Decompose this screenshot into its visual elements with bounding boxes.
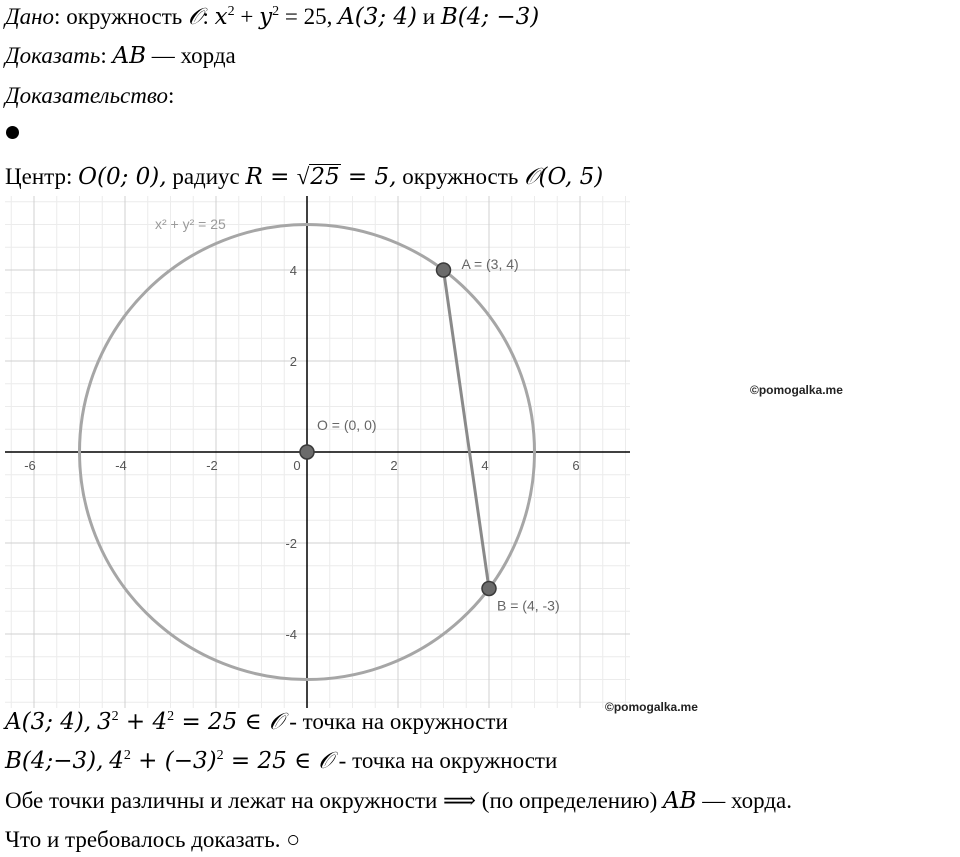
radius-rhs: = 5, (340, 164, 397, 190)
watermark-1: ©pomogalka.me (750, 383, 843, 397)
conclusion-line (5, 786, 792, 816)
check-a-line: A(3; 4), $3^2 + 4^2 = 25$ ∈ 𝒪 - точка на окружности (5, 709, 508, 735)
circle-word: окружность (402, 164, 519, 189)
conclusion-start: Обе точки различны и лежат на окружности ⟹ (по определению) (5, 788, 664, 813)
x-tick-label: 2 (390, 458, 398, 473)
x-tick-label: 6 (572, 458, 580, 473)
x-tick-label: -2 (206, 458, 218, 473)
y-tick-label: 2 (289, 354, 297, 369)
x-tick-label: -6 (24, 458, 36, 473)
check-b-text: - точка на окружности (338, 748, 558, 773)
proof-label-line: Доказательство: (5, 83, 175, 108)
given-label: Дано (5, 4, 55, 29)
conclusion-seg: AB (663, 788, 697, 814)
check-a-b1: 3 (96, 709, 112, 735)
radius-word: радиус (172, 164, 240, 189)
check-a-point: A(3; 4), (5, 709, 92, 735)
x-tick-label: 0 (293, 458, 301, 473)
check-b-point: B(4;−3), (5, 748, 104, 774)
circle-equation-label: x² + y² = 25 (155, 216, 226, 232)
point-marker (482, 582, 496, 596)
eq-y: y (259, 4, 273, 30)
check-a-b2: 4 (152, 709, 168, 735)
qed-line: Что и требовалось доказать. ○ (5, 827, 301, 852)
center-value: O(0; 0), (78, 164, 167, 190)
x-tick-label: 4 (481, 458, 489, 473)
check-b-eq: = 25 ∈ 𝒪 (223, 748, 333, 774)
check-a-p1: 2 (111, 709, 119, 724)
prove-rest: — хорда (151, 43, 236, 68)
eq-x: x (214, 4, 228, 30)
x-tick-label: -4 (115, 458, 127, 473)
watermark-2: ©pomogalka.me (605, 700, 698, 714)
eq-rhs: = 25, (279, 4, 333, 29)
point-label: O = (0, 0) (317, 417, 377, 433)
radius-lhs: R = (245, 164, 297, 190)
bullet-icon (6, 126, 19, 139)
given-line: Дано: окружность 𝒪: $x^2 + y^2 = 25$, A(3; 4) и B(4; −3) (5, 4, 540, 30)
given-and: и (422, 4, 436, 29)
point-label: A = (3, 4) (461, 256, 519, 272)
check-a-p2: 2 (167, 709, 175, 724)
coordinate-graph (5, 196, 630, 708)
points (300, 256, 560, 614)
eq-x-power: 2 (227, 4, 235, 19)
point-marker (437, 263, 451, 277)
proof-label: Доказательство (5, 83, 169, 108)
point-marker (300, 445, 314, 459)
point-label: B = (4, -3) (497, 597, 560, 614)
check-b-b2: (−3) (164, 748, 217, 774)
given-point-b: B(4; −3) (440, 4, 540, 30)
axes (5, 196, 630, 708)
center-word: Центр: (5, 164, 73, 189)
given-circle-word: окружность (66, 4, 183, 29)
check-b-b1: 4 (109, 748, 124, 774)
center-line: Центр: O(0; 0), радиус R = √25 = 5, окружность 𝒪(O, 5) (5, 164, 604, 190)
check-b-line: B(4;−3), $4^2 + (-3)^2 = 25$ ∈ 𝒪 - точка на окружности (5, 748, 558, 774)
conclusion-end: — хорда. (696, 788, 793, 813)
prove-label: Доказать (5, 43, 101, 68)
given-circle-name: 𝒪 (188, 4, 203, 30)
check-b-p1: 2 (123, 748, 131, 763)
check-a-eq: = 25 ∈ 𝒪 (174, 709, 284, 735)
prove-line: Доказать: AB — хорда (5, 43, 236, 69)
prove-segment: AB (112, 43, 147, 69)
circle-notation: 𝒪(O, 5) (524, 164, 604, 190)
y-tick-label: -2 (285, 536, 297, 551)
given-point-a: A(3; 4) (338, 4, 418, 30)
sqrt-value: 25 (310, 164, 340, 190)
eq-plus: + (234, 4, 260, 29)
check-b-p2: 2 (216, 748, 224, 763)
check-a-text: - точка на окружности (289, 709, 508, 734)
y-tick-label: -4 (285, 627, 297, 642)
y-tick-label: 4 (289, 263, 297, 278)
eq-y-power: 2 (272, 4, 280, 19)
